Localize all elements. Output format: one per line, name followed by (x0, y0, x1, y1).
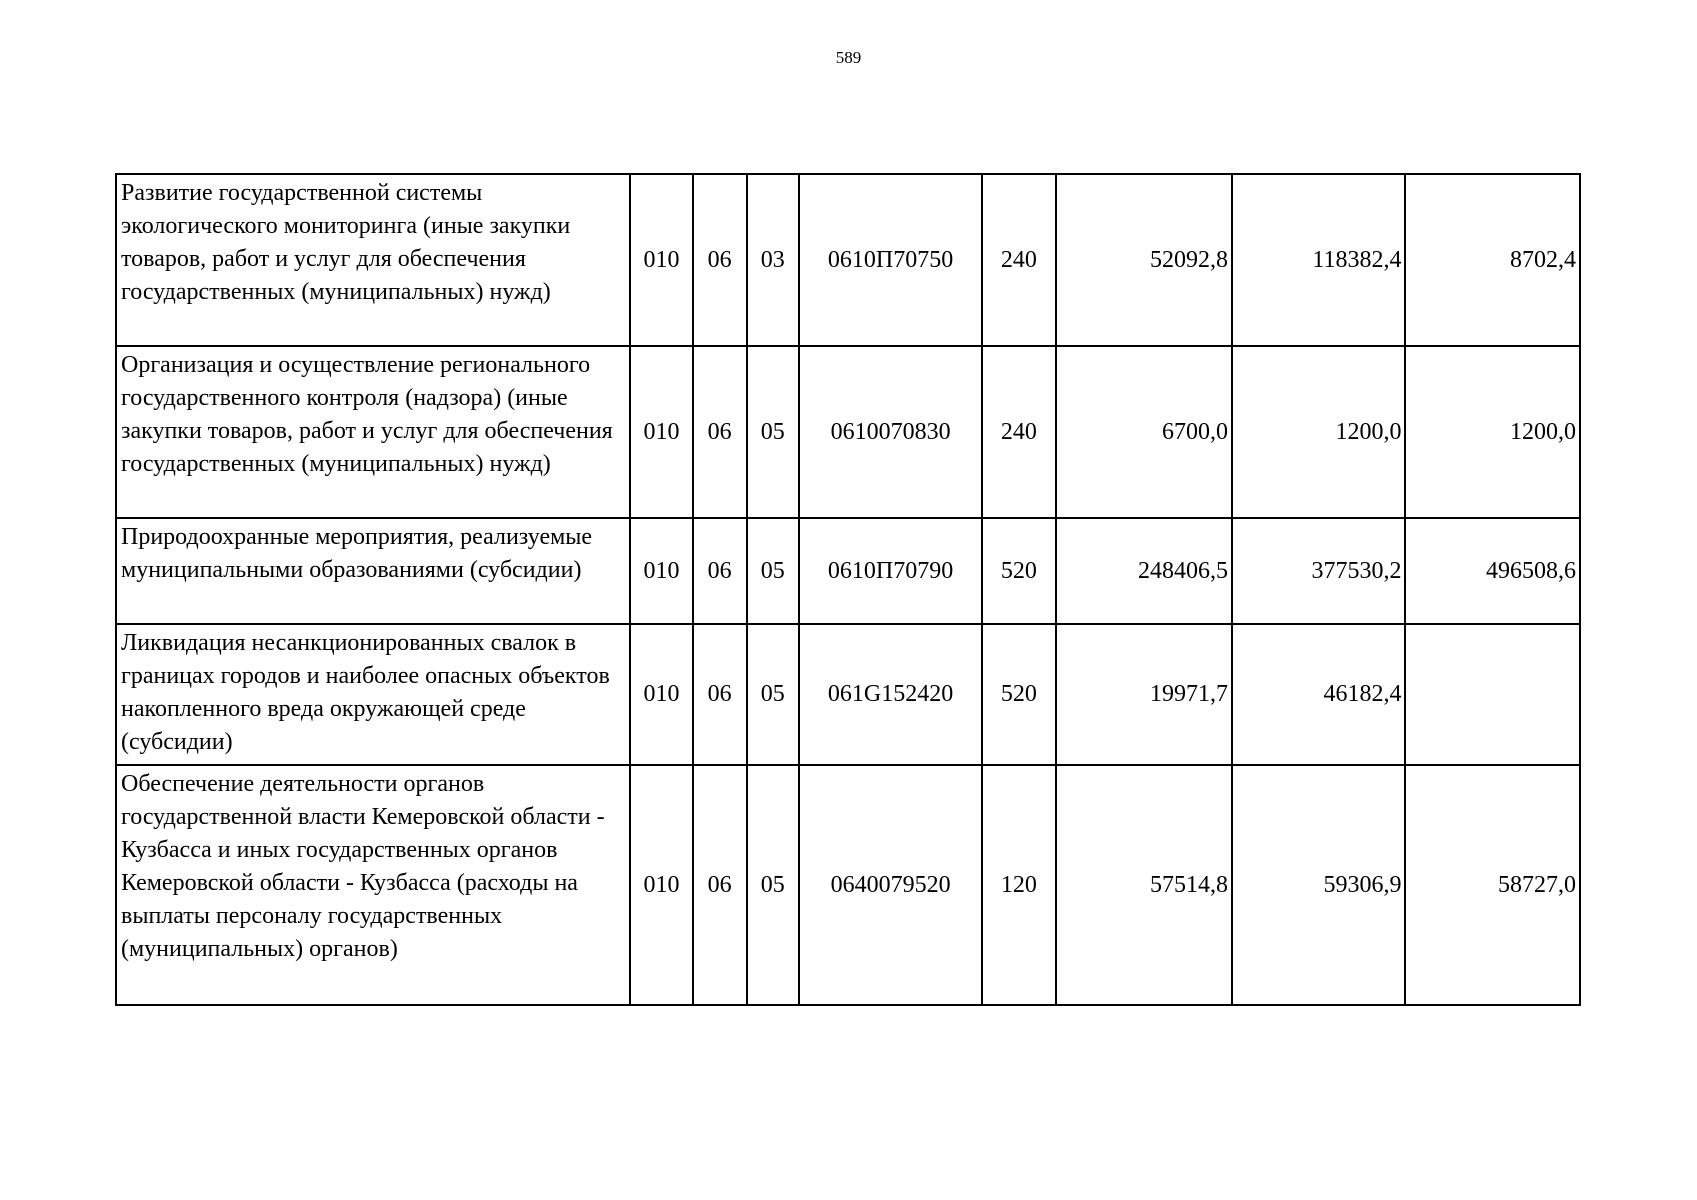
subsection-code: 05 (747, 518, 799, 624)
target-article-code: 0610П70750 (799, 174, 983, 346)
ministry-code: 010 (630, 174, 692, 346)
table-row (116, 765, 1580, 1005)
table-row (116, 518, 1580, 624)
subsection-code: 03 (747, 174, 799, 346)
subsection-code: 05 (747, 346, 799, 518)
amount-year-2: 1200,0 (1232, 346, 1405, 518)
target-article-code: 061G152420 (799, 624, 983, 765)
expense-type-code: 240 (982, 346, 1055, 518)
row-description: Ликвидация несанкционированных свалок в границах городов и наиболее опасных объектов накопленного вреда окружающей среде (субсидии) (116, 624, 630, 765)
amount-year-2: 377530,2 (1232, 518, 1405, 624)
section-code: 06 (693, 346, 747, 518)
amount-year-1: 6700,0 (1056, 346, 1232, 518)
table-row (116, 346, 1580, 518)
amount-year-2: 59306,9 (1232, 765, 1405, 1005)
section-code: 06 (693, 765, 747, 1005)
ministry-code: 010 (630, 765, 692, 1005)
ministry-code: 010 (630, 346, 692, 518)
amount-year-1: 248406,5 (1056, 518, 1232, 624)
budget-table (115, 173, 1581, 1006)
section-code: 06 (693, 518, 747, 624)
row-description: Организация и осуществление регионального государственного контроля (надзора) (иные закупки товаров, работ и услуг для обеспечения государственных (муниципальных) нужд) (116, 346, 630, 518)
amount-year-2: 46182,4 (1232, 624, 1405, 765)
subsection-code: 05 (747, 624, 799, 765)
table-row (116, 174, 1580, 346)
amount-year-3: 8702,4 (1405, 174, 1580, 346)
row-description: Развитие государственной системы экологического мониторинга (иные закупки товаров, работ и услуг для обеспечения государственных (муниципальных) нужд) (116, 174, 630, 346)
row-description: Обеспечение деятельности органов государственной власти Кемеровской области - Кузбасса и иных государственных органов Кемеровской области - Кузбасса (расходы на выплаты персоналу государственных (муниципальных) органов) (116, 765, 630, 1005)
amount-year-2: 118382,4 (1232, 174, 1405, 346)
amount-year-1: 19971,7 (1056, 624, 1232, 765)
amount-year-3: 496508,6 (1405, 518, 1580, 624)
section-code: 06 (693, 624, 747, 765)
target-article-code: 0640079520 (799, 765, 983, 1005)
expense-type-code: 240 (982, 174, 1055, 346)
expense-type-code: 520 (982, 518, 1055, 624)
page-number: 589 (835, 48, 862, 67)
amount-year-3 (1405, 624, 1580, 765)
amount-year-1: 57514,8 (1056, 765, 1232, 1005)
ministry-code: 010 (630, 518, 692, 624)
amount-year-3: 58727,0 (1405, 765, 1580, 1005)
expense-type-code: 520 (982, 624, 1055, 765)
table-row (116, 624, 1580, 765)
expense-type-code: 120 (982, 765, 1055, 1005)
target-article-code: 0610П70790 (799, 518, 983, 624)
target-article-code: 0610070830 (799, 346, 983, 518)
subsection-code: 05 (747, 765, 799, 1005)
amount-year-3: 1200,0 (1405, 346, 1580, 518)
amount-year-1: 52092,8 (1056, 174, 1232, 346)
row-description: Природоохранные мероприятия, реализуемые муниципальными образованиями (субсидии) (116, 518, 630, 624)
ministry-code: 010 (630, 624, 692, 765)
section-code: 06 (693, 174, 747, 346)
